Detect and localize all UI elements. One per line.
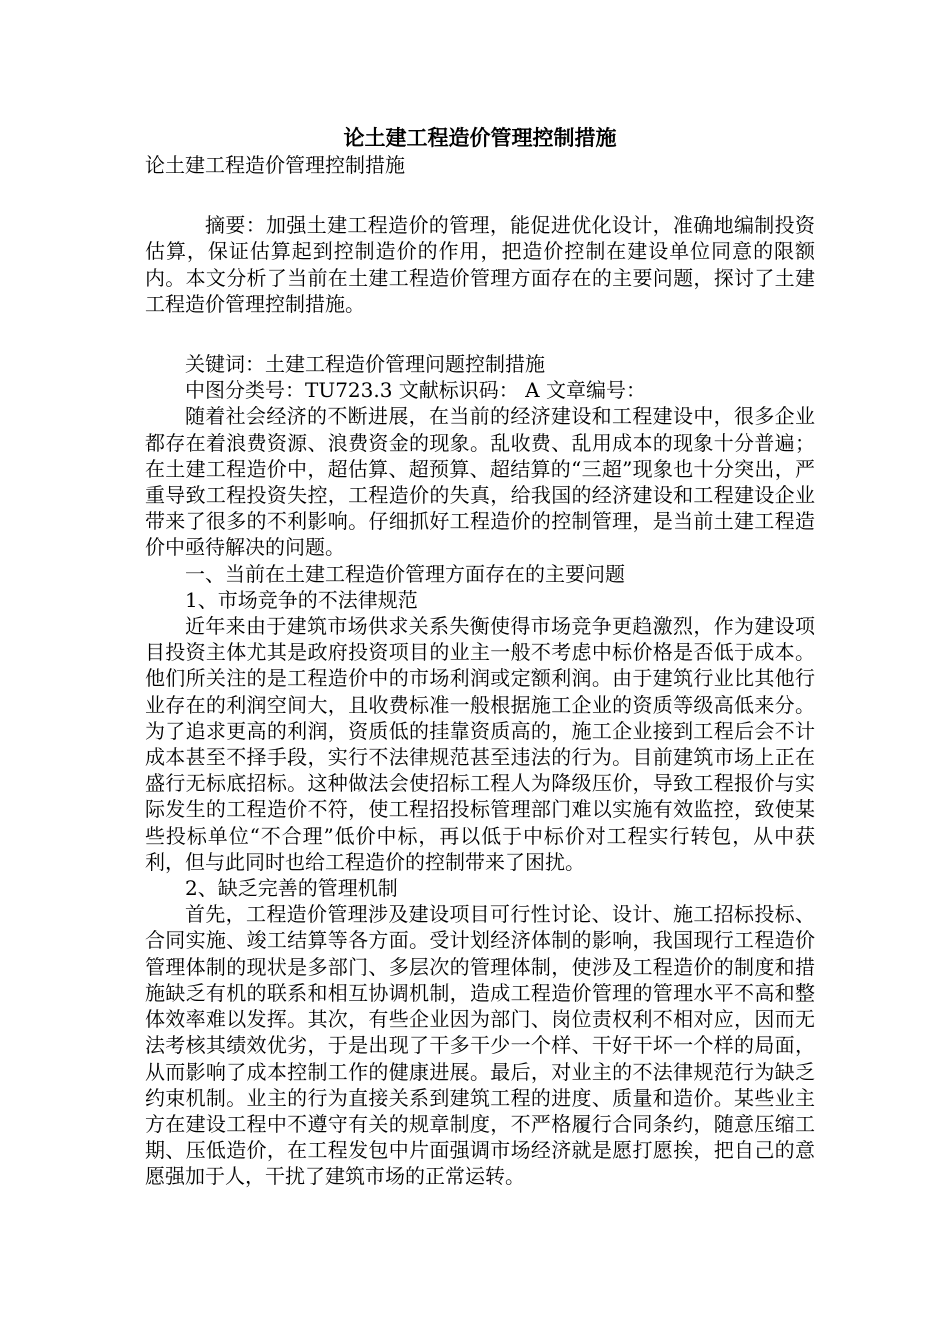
intro-paragraph: 随着社会经济的不断进展，在当前的经济建设和工程建设中，很多企业都存在着浪费资源、浪费资金的现象。乱收费、乱用成本的现象十分普遍；在土建工程造价中，超估算、超预算、超结算的“三超”现象也十分突出，严重导致工程投资失控，工程造价的失真，给我国的经济建设和工程建设企业带来了很多的不利影响。仔细抓好工程造价的控制管理，是当前土建工程造价中亟待解决的问题。 [145,404,815,560]
body-paragraph: 近年来由于建筑市场供求关系失衡使得市场竞争更趋激烈，作为建设项目投资主体尤其是政府投资项目的业主一般不考虑中标价格是否低于成本。他们所关注的是工程造价中的市场利润或定额利润。由于建筑行业比其他行业存在的利润空间大，且收费标准一般根据施工企业的资质等级高低来分。为了追求更高的利润，资质低的挂靠资质高的，施工企业接到工程后会不计成本甚至不择手段，实行不法律规范甚至违法的行为。目前建筑市场上正在盛行无标底招标。这种做法会使招标工程人为降级压价，导致工程报价与实际发生的工程造价不符，使工程招投标管理部门难以实施有效监控，致使某些投标单位“不合理”低价中标，再以低于中标价对工程实行转包，从中获利，但与此同时也给工程造价的控制带来了困扰。 [145,614,815,874]
section-heading: 一、当前在土建工程造价管理方面存在的主要问题 [185,561,625,586]
spacer [145,178,815,204]
subsection-heading: 2、缺乏完善的管理机制 [185,876,398,901]
document-subtitle: 论土建工程造价管理控制措施 [145,153,405,177]
keywords-line: 关键词：土建工程造价管理问题控制措施 [185,352,545,377]
spacer [145,204,815,212]
body-paragraph: 首先，工程造价管理涉及建设项目可行性讨论、设计、施工招标投标、合同实施、竣工结算等各方面。受计划经济体制的影响，我国现行工程造价管理体制的现状是多部门、多层次的管理体制，使涉及工程造价的制度和措施缺乏有机的联系和相互协调机制，造成工程造价管理的管理水平不高和整体效率难以发挥。其次，有些企业因为部门、岗位责权利不相对应，因而无法考核其绩效优劣，于是出现了干多干少一个样、干好干坏一个样的局面，从而影响了成本控制工作的健康进展。最后，对业主的不法律规范行为缺乏约束机制。业主的行为直接关系到建筑工程的进度、质量和造价。某些业主方在建设工程中不遵守有关的规章制度，不严格履行合同条约，随意压缩工期、压低造价，在工程发包中片面强调市场经济就是愿打愿挨，把自己的意愿强加于人，干扰了建筑市场的正常运转。 [145,902,815,1189]
spacer [145,317,815,343]
abstract-paragraph: 摘要：加强土建工程造价的管理，能促进优化设计，准确地编制投资估算，保证估算起到控制造价的作用，把造价控制在建设单位同意的限额内。本文分析了当前在土建工程造价管理方面存在的主要问题，探讨了土建工程造价管理控制措施。 [145,213,815,316]
document-title: 论土建工程造价管理控制措施 [343,125,617,150]
classification-line: 中图分类号：TU723.3 文献标识码： A 文章编号： [185,378,646,403]
subsection-heading: 1、市场竞争的不法律规范 [185,587,418,612]
spacer [145,343,815,351]
document-body [145,124,815,1190]
